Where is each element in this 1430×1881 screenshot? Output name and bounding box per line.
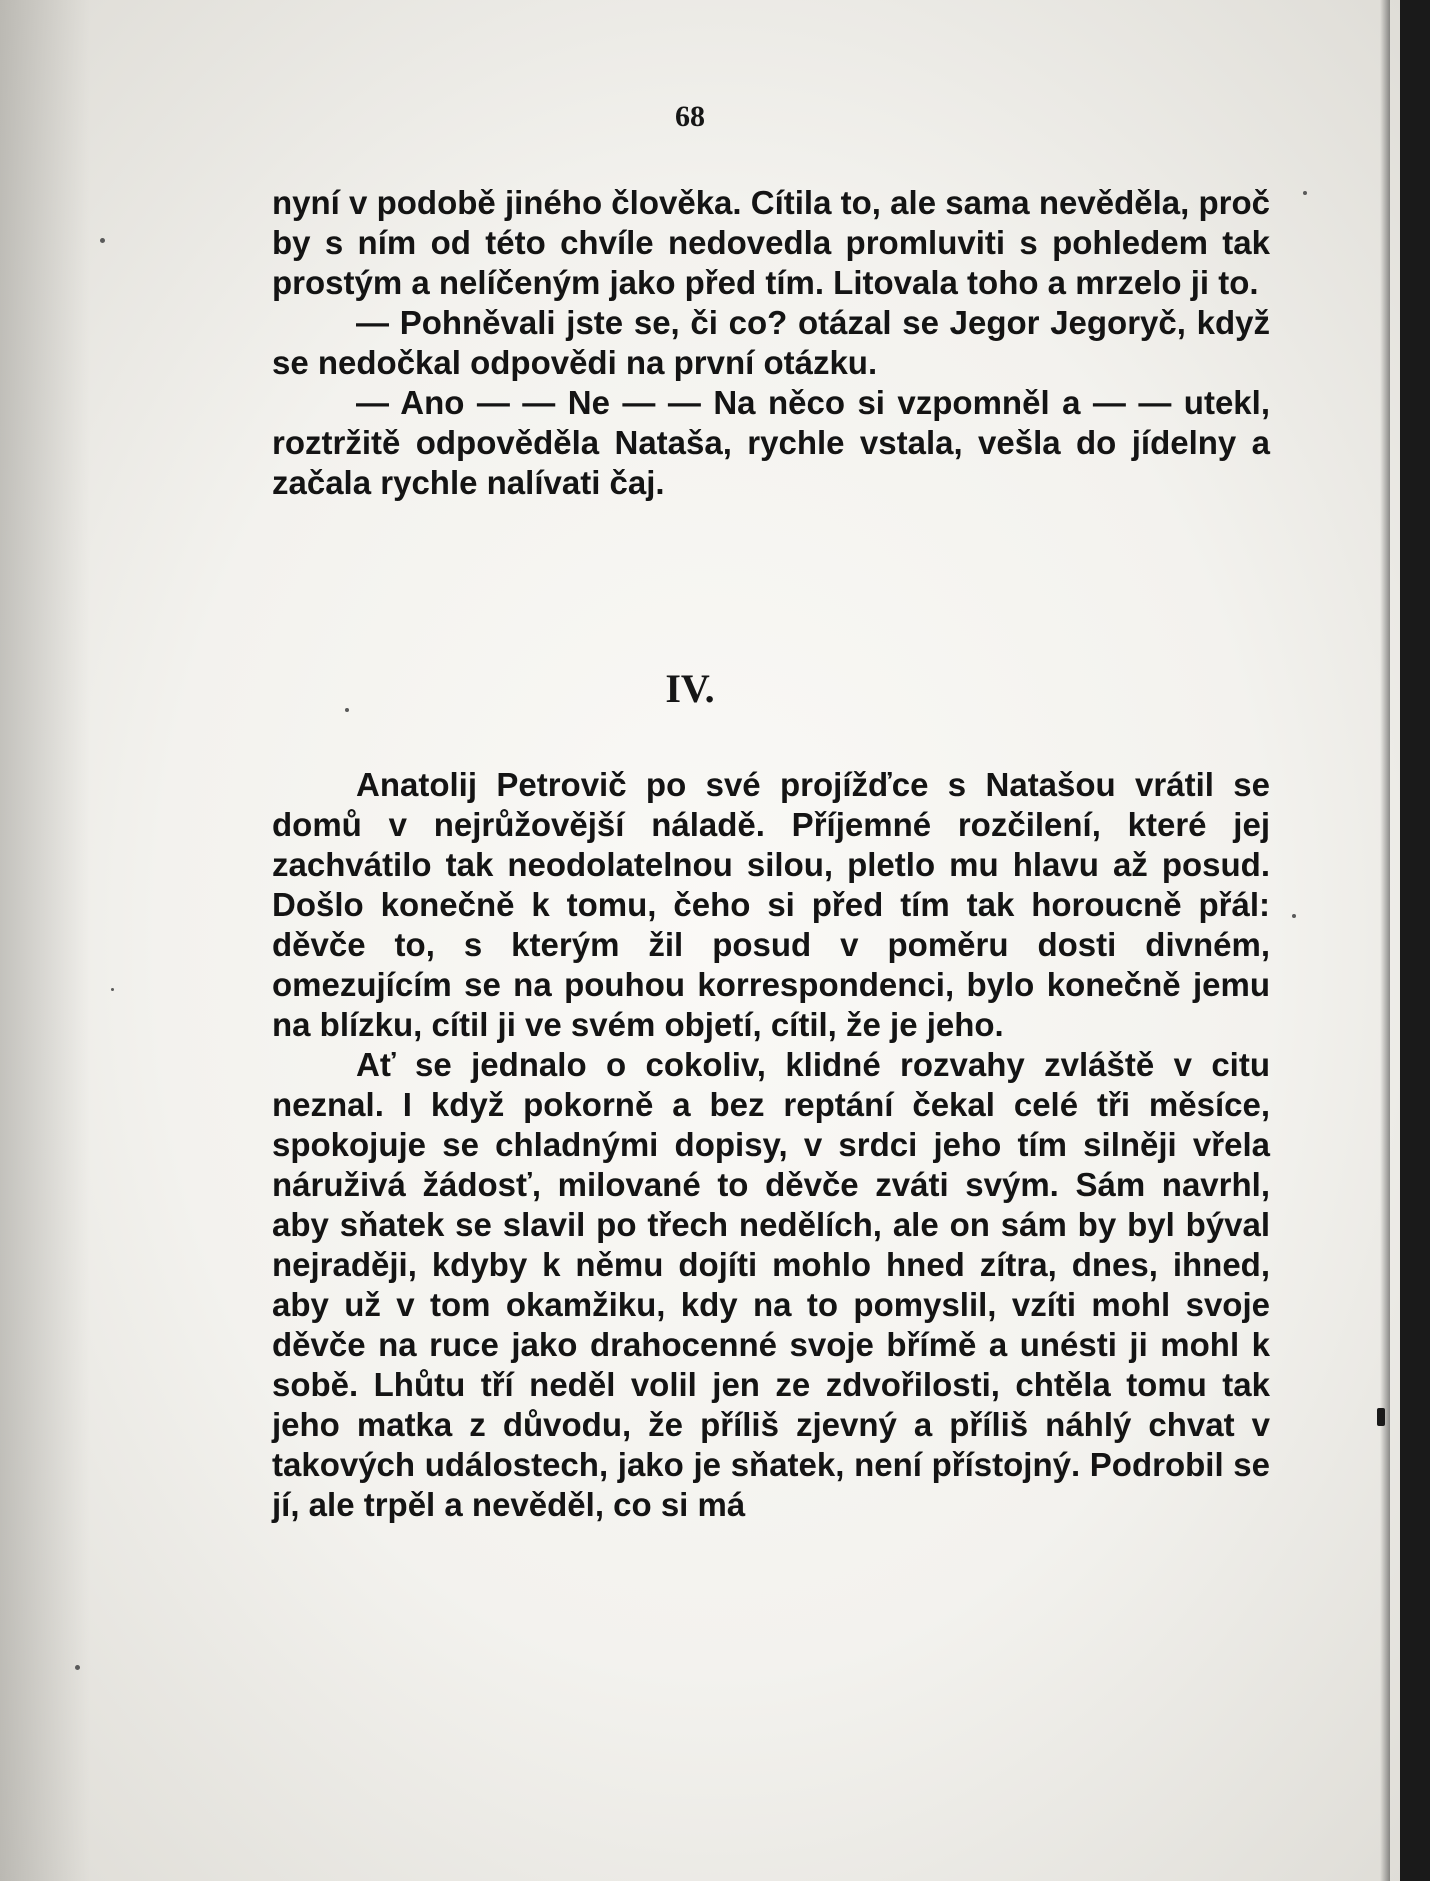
scan-speck [1377,1408,1385,1426]
scan-speck [1292,914,1296,918]
scan-speck [1303,191,1307,195]
right-edge-shadow [1380,0,1390,1881]
scan-speck [75,1665,80,1670]
scan-speck [345,708,349,712]
paragraph: — Ano — — Ne — — Na něco si vzpomněl a — — utekl, roztržitě odpověděla Nataša, rychle vstala, vešla do jídelny a začala rychle nalívati čaj. [272,384,1270,501]
scan-speck [111,988,114,991]
text-block-bottom [272,765,1270,1525]
text-block-top [272,183,1270,503]
chapter-heading: IV. [665,666,715,711]
paragraph: nyní v podobě jiného člověka. Cítila to, ale sama nevěděla, proč by s ním od této chvíle nedovedla promluviti s pohledem tak prostým a nelíčeným jako před tím. Litovala toho a mrzelo ji to. [272,184,1270,301]
scan-speck [100,238,105,243]
paragraph: Anatolij Petrovič po své projížďce s Natašou vrátil se domů v nejrůžovější náladě. Příjemné rozčilení, které jej zachvátilo tak neodolatelnou silou, pletlo mu hlavu až posud. Došlo konečně k tomu, čeho si před tím tak horoucně přál: děvče to, s kterým žil posud v poměru dosti divném, omezujícím se na pouhou korrespondenci, bylo konečně jemu na blízku, cítil ji ve svém objetí, cítil, že je jeho. [272,766,1270,1043]
right-page-edge [1400,0,1430,1881]
page-number: 68 [675,100,705,133]
paragraph: Ať se jednalo o cokoliv, klidné rozvahy zvláště v citu neznal. I když pokorně a bez reptání čekal celé tři měsíce, spokojuje se chladnými dopisy, v srdci jeho tím silněji vřela náruživá žádosť, milované to děvče zváti svým. Sám navrhl, aby sňatek se slavil po třech nedělích, ale on sám by byl býval nejraději, kdyby k němu dojíti mohlo hned zítra, dnes, ihned, aby už v tom okamžiku, kdy na to pomyslil, vzíti mohl svoje děvče na ruce jako drahocenné svoje břímě a unésti ji mohl k sobě. Lhůtu tří neděl volil jen ze zdvořilosti, chtěla tomu tak jeho matka z důvodu, že příliš zjevný a příliš náhlý chvat v takových událostech, jako je sňatek, není přístojný. Podrobil se jí, ale trpěl a nevěděl, co si má [272,1046,1270,1523]
paragraph: — Pohněvali jste se, či co? otázal se Jegor Jegoryč, když se nedočkal odpovědi na první otázku. [272,304,1270,381]
left-gutter-shadow [0,0,90,1881]
